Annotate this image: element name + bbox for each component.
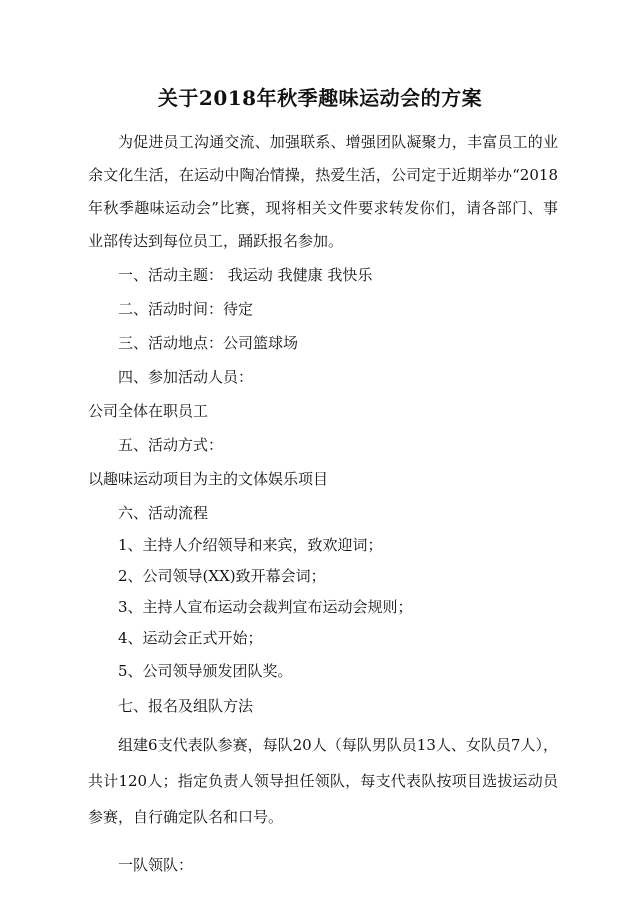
intro-paragraph: 为促进员工沟通交流、加强联系、增强团队凝聚力，丰富员工的业余文化生活，在运动中陶冶情操，热爱生活，公司定于近期举办“2018年秋季趣味运动会”比赛，现将相关文件要求转发你们，请各部门、事业部传达到每位员工，踊跃报名参加。: [88, 133, 558, 250]
participants-value: 公司全体在职员工: [88, 402, 209, 420]
activity-flow-heading: 六、活动流程: [118, 504, 209, 522]
activity-theme-label: 一、活动主题：: [118, 266, 224, 284]
signup-paragraph: 组建6支代表队参赛，每队20人（每队男队员13人、女队员7人），共计120人；指定负责人领导担任领队，每支代表队按项目选拔运动员参赛，自行确定队名和口号。: [88, 736, 558, 826]
flow-item: 4、运动会正式开始；: [118, 629, 263, 647]
signup-heading: 七、报名及组队方法: [118, 697, 254, 715]
activity-theme: [88, 258, 558, 292]
flow-item: 1、主持人介绍领导和来宾，致欢迎词；: [118, 536, 383, 554]
flow-item: 3、主持人宣布运动会裁判宣布运动会规则；: [118, 598, 413, 616]
team-leader-line: 一队领队：: [118, 856, 194, 874]
activity-mode-value: 以趣味运动项目为主的文体娱乐项目: [88, 470, 329, 488]
document-body: [88, 126, 558, 882]
activity-time: 二、活动时间：待定: [118, 300, 254, 318]
document-title: 关于2018年秋季趣味运动会的方案: [157, 86, 483, 110]
activity-theme-value: 我运动 我健康 我快乐: [227, 266, 373, 284]
flow-item: 2、公司领导(XX)致开幕会词；: [118, 567, 326, 585]
activity-mode-heading: 五、活动方式：: [118, 436, 224, 454]
activity-place: 三、活动地点：公司篮球场: [118, 334, 299, 352]
participants-heading: 四、参加活动人员：: [118, 368, 254, 386]
flow-item: 5、公司领导颁发团队奖。: [118, 662, 293, 680]
spacer: [88, 835, 558, 848]
